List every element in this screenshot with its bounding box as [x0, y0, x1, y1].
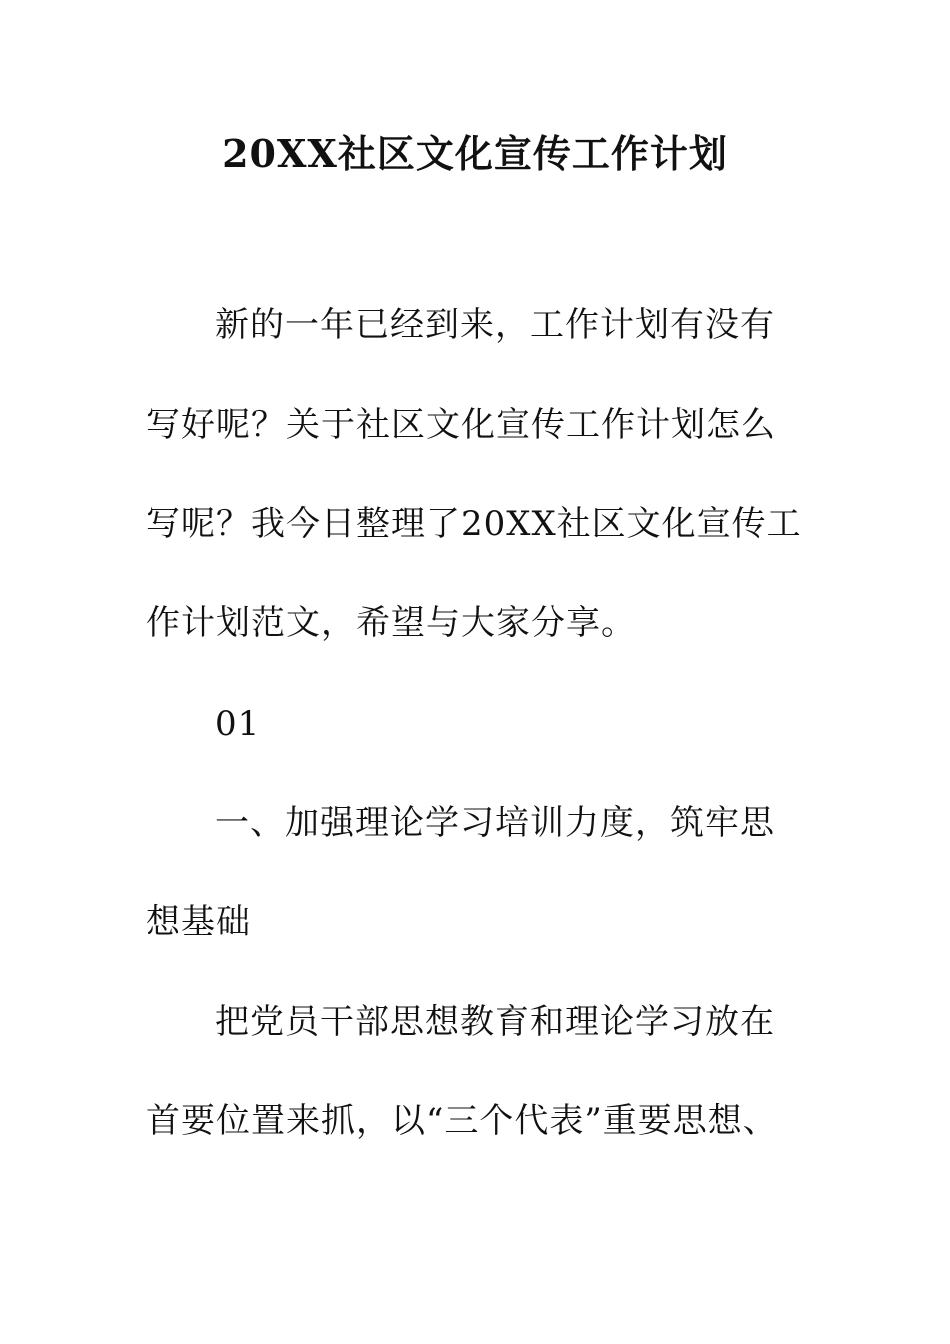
- section-heading-line: 想基础: [146, 902, 251, 942]
- paragraph-line: 新的一年已经到来，工作计划有没有: [215, 305, 775, 345]
- section-heading-line: 一、加强理论学习培训力度，筑牢思: [215, 803, 775, 843]
- paragraph-line: 首要位置来抓，以“三个代表”重要思想、: [146, 1101, 778, 1141]
- paragraph-line: 写呢？我今日整理了20XX社区文化宣传工: [146, 504, 802, 544]
- document-title: 20XX社区文化宣传工作计划: [222, 131, 728, 176]
- paragraph-line: 作计划范文，希望与大家分享。: [146, 603, 636, 643]
- section-number: 01: [215, 704, 261, 744]
- paragraph-line: 把党员干部思想教育和理论学习放在: [215, 1002, 775, 1042]
- paragraph-line: 写好呢？关于社区文化宣传工作计划怎么: [146, 405, 776, 445]
